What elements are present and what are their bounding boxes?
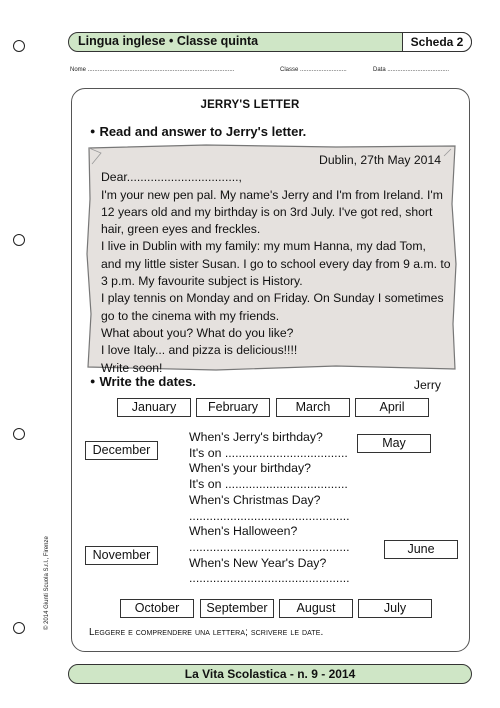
month-box-may: May [357, 434, 431, 453]
letter-line: and my little sister Susan. I go to school every day from 9 a.m. to [101, 256, 451, 271]
letter-line: 3 p.m. My favourite subject is History. [101, 274, 303, 289]
question: When's New Year's Day? [189, 555, 327, 570]
letter-line: I'm your new pen pal. My name's Jerry and I'm from Ireland. I'm [101, 187, 443, 202]
answer-line[interactable]: It's on .................................... [189, 477, 348, 492]
instruction-read [90, 124, 306, 139]
instruction-dates-text: Write the dates. [99, 374, 196, 389]
binder-hole-3 [13, 428, 25, 440]
subject-title: Lingua inglese • Classe quinta [78, 34, 259, 48]
letter-line: I live in Dublin with my family: my mum Hanna, my dad Tom, [101, 239, 426, 254]
answer-line[interactable]: ............................................... [189, 571, 350, 586]
letter-line: What about you? What do you like? [101, 325, 294, 340]
class-field[interactable]: Classe ............................ [280, 67, 347, 73]
letter-line: go to the cinema with my friends. [101, 308, 280, 323]
question: When's your birthday? [189, 461, 311, 476]
letter-place-date: Dublin, 27th May 2014 [319, 153, 441, 167]
month-box-november: November [85, 546, 158, 565]
questions-block [189, 430, 350, 587]
worksheet-title: JERRY'S LETTER [200, 99, 300, 111]
name-field[interactable]: Nome ........................................................................................ [70, 67, 235, 73]
letter-line: hair, green eyes and freckles. [101, 222, 261, 237]
letter-signature: Jerry [413, 377, 441, 392]
binder-hole-4 [13, 622, 25, 634]
month-box-october: October [120, 599, 194, 618]
letter-line: Write soon! [101, 360, 163, 375]
date-field[interactable]: Data ..................................... [373, 67, 450, 73]
month-box-december: December [85, 441, 158, 460]
question: When's Christmas Day? [189, 492, 321, 507]
sheet-label: Scheda 2 [402, 32, 472, 52]
letter-line: Dear................................., [101, 170, 242, 185]
question: When's Halloween? [189, 524, 298, 539]
month-box-september: September [200, 599, 274, 618]
binder-hole-2 [13, 234, 25, 246]
month-box-august: August [279, 599, 353, 618]
copyright-text: © 2014 Giunti Scuola S.r.l., Firenze [44, 536, 50, 630]
letter-line: I play tennis on Monday and on Friday. On Sunday I sometimes [101, 291, 444, 306]
letter-text [101, 152, 451, 394]
answer-line[interactable]: It's on .................................... [189, 445, 348, 460]
instruction-read-text: Read and answer to Jerry's letter. [99, 124, 307, 139]
binder-hole-1 [13, 40, 25, 52]
month-box-april: April [355, 398, 429, 417]
month-box-june: June [384, 540, 458, 559]
publication-footer: La Vita Scolastica - n. 9 - 2014 [68, 664, 472, 684]
bullet-icon: ● [90, 376, 96, 386]
answer-line[interactable]: ............................................... [189, 539, 350, 554]
footer-note: Leggere e comprendere una lettera; scrivere le date. [89, 627, 324, 638]
bullet-icon: ● [90, 126, 96, 136]
letter-line: I love Italy... and pizza is delicious!!!! [101, 343, 298, 358]
letter-line: 12 years old and my birthday is on 3rd July. I've got red, short [101, 204, 433, 219]
month-box-january: January [117, 398, 191, 417]
month-box-february: February [196, 398, 270, 417]
month-box-july: July [358, 599, 432, 618]
question: When's Jerry's birthday? [189, 430, 323, 444]
instruction-dates [90, 374, 196, 389]
month-box-march: March [276, 398, 350, 417]
answer-line[interactable]: ............................................... [189, 508, 350, 523]
